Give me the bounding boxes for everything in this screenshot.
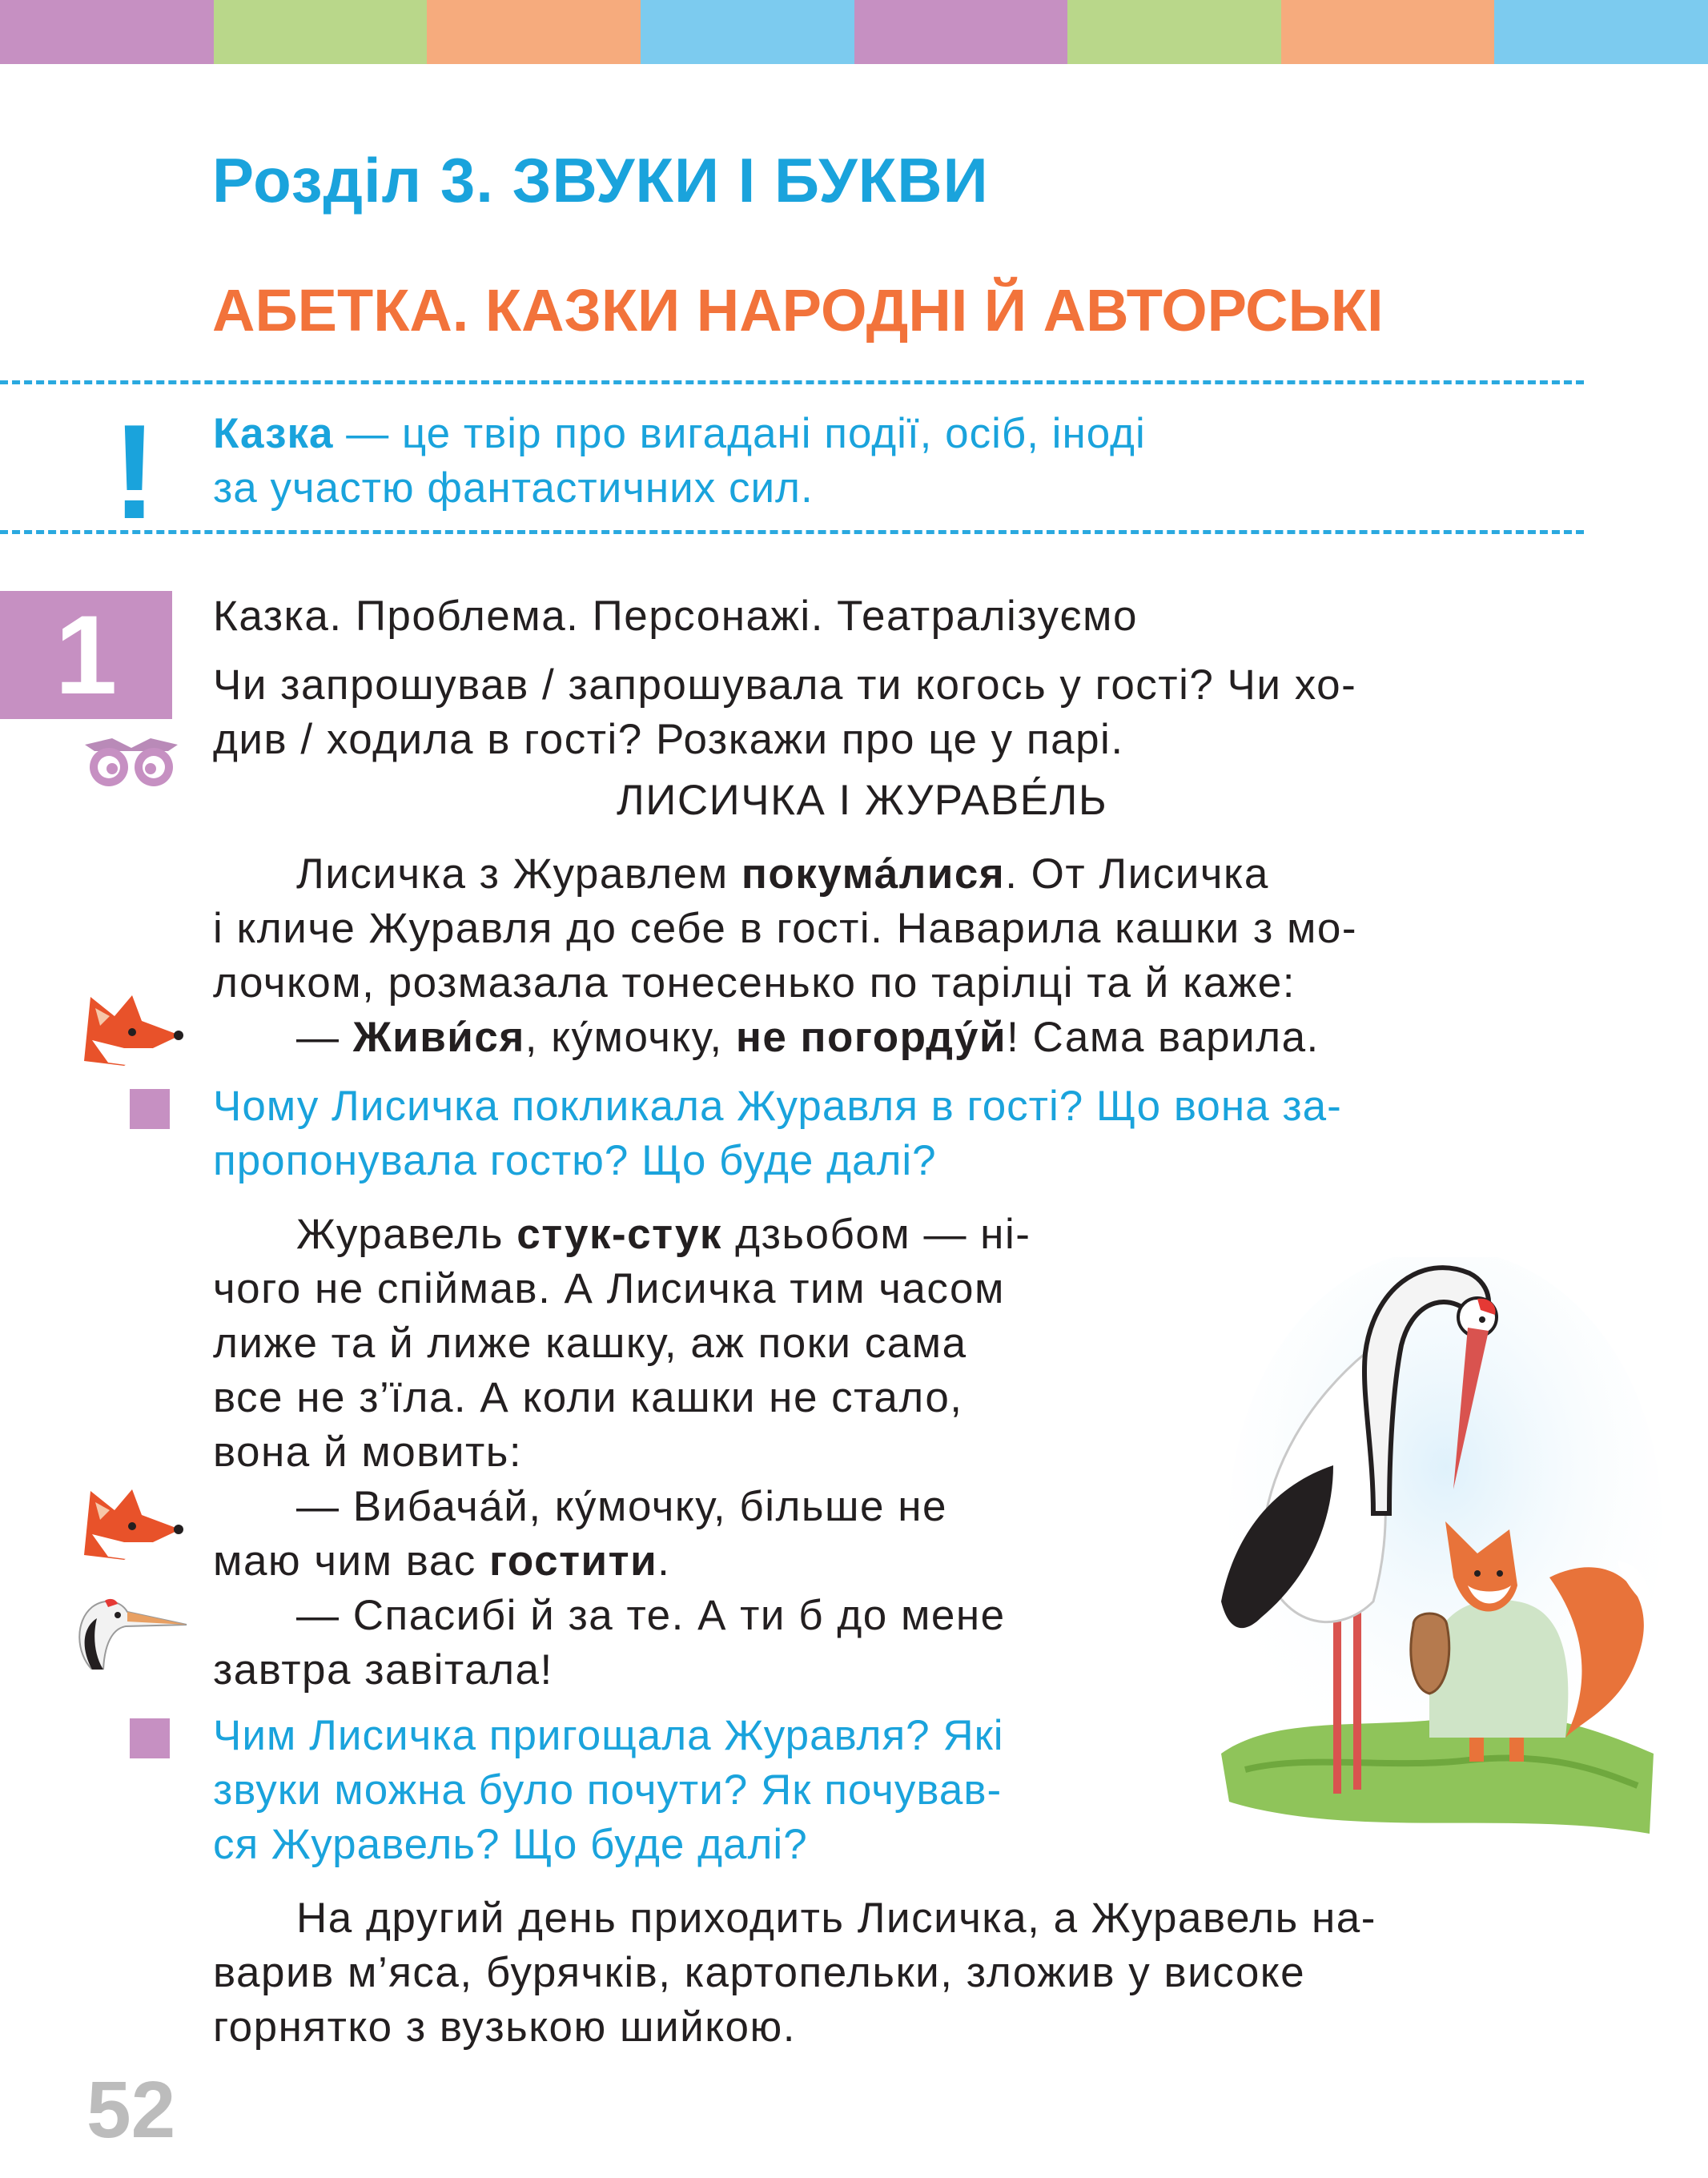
story-paragraph-2-line-5: вона й мовить: xyxy=(213,1429,523,1476)
question-1-line-1: Чому Лисичка покликала Журавля в гості? Що вона за- xyxy=(213,1083,1342,1130)
text-span: — xyxy=(296,1014,353,1061)
story-paragraph-2-line-4: все не з’їла. А коли кашки не стало, xyxy=(213,1374,963,1421)
bold-word: покума́лися xyxy=(741,850,1006,898)
top-color-stripe xyxy=(0,0,1708,64)
story-paragraph-2-line-3: лиже та й лиже кашку, аж поки сама xyxy=(213,1320,967,1367)
crane-and-fox-illustration xyxy=(1213,1257,1662,1866)
bold-word: стук-стук xyxy=(516,1211,722,1258)
question-2-line-3: ся Журавель? Що буде далі? xyxy=(213,1821,808,1868)
exclamation-icon: ! xyxy=(112,396,157,547)
definition-line-2: за участю фантастичних сил. xyxy=(213,464,814,512)
story-paragraph-1-line-2: і кличе Журавля до себе в гості. Наварила кашки з мо- xyxy=(213,905,1358,952)
story-dialogue-2-line-1: — Вибача́й, ку́мочку, більше не xyxy=(296,1483,947,1530)
text-span: Лисичка з Журавлем xyxy=(296,850,741,898)
definition-line-1: — це твір про вигадані події, осіб, іноді xyxy=(333,410,1146,457)
question-square-icon xyxy=(130,1718,170,1758)
dashed-divider-top xyxy=(0,380,1584,384)
bold-word: гостити xyxy=(489,1537,658,1585)
section-title: Розділ 3. ЗВУКИ І БУКВИ xyxy=(212,145,989,215)
story-paragraph-1-line-3: лочком, розмазала тонесенько по тарілці та й каже: xyxy=(213,959,1296,1007)
story-dialogue-1 xyxy=(296,1011,1320,1065)
stripe-segment xyxy=(0,0,214,64)
stripe-segment xyxy=(214,0,428,64)
lesson-intro-line-2: див / ходила в гості? Розкажи про це у парі. xyxy=(213,716,1124,763)
fox-head-icon xyxy=(76,989,188,1069)
crane-head-icon xyxy=(68,1589,188,1670)
text-span: ! Сама варила. xyxy=(1007,1014,1320,1061)
bold-word: не погорду́й xyxy=(735,1014,1007,1061)
text-span: маю чим вас xyxy=(213,1537,490,1585)
dashed-divider-bottom xyxy=(0,530,1584,534)
question-2-line-2: звуки можна було почути? Як почував- xyxy=(213,1766,1003,1814)
text-span: , ку́мочку, xyxy=(524,1014,736,1061)
story-paragraph-3-line-2: варив м’яса, бурячків, картопельки, зложив у високе xyxy=(213,1949,1306,1996)
story-paragraph-2-line-1 xyxy=(296,1208,1031,1262)
story-dialogue-2-line-2 xyxy=(213,1534,670,1589)
bold-word: Живи́ся xyxy=(352,1014,525,1061)
story-dialogue-3-line-2: завтра завітала! xyxy=(213,1646,553,1694)
question-2-line-1: Чим Лисичка пригощала Журавля? Які xyxy=(213,1712,1004,1759)
story-title: ЛИСИЧКА І ЖУРАВЕ́ЛЬ xyxy=(617,777,1108,824)
question-1-line-2: пропонувала гостю? Що буде далі? xyxy=(213,1137,937,1184)
text-span: дзьобом — ні- xyxy=(721,1211,1031,1258)
text-span: . От Лисичка xyxy=(1005,850,1269,898)
text-span: Журавель xyxy=(296,1211,517,1258)
story-paragraph-3-line-3: горнятко з вузькою шийкою. xyxy=(213,2003,796,2051)
stripe-segment xyxy=(854,0,1068,64)
fox-head-icon xyxy=(76,1483,188,1563)
stripe-segment xyxy=(427,0,641,64)
story-paragraph-3-line-1: На другий день приходить Лисичка, а Журавель на- xyxy=(296,1895,1376,1942)
story-paragraph-1-line-1 xyxy=(296,847,1269,902)
stripe-segment xyxy=(641,0,854,64)
owl-eyes-icon xyxy=(80,737,183,788)
lesson-heading: Казка. Проблема. Персонажі. Театралізуємо xyxy=(213,593,1138,640)
topic-title: АБЕТКА. КАЗКИ НАРОДНІ Й АВТОРСЬКІ xyxy=(212,277,1384,344)
story-dialogue-3-line-1: — Спасибі й за те. А ти б до мене xyxy=(296,1592,1006,1639)
stripe-segment xyxy=(1494,0,1708,64)
stripe-segment xyxy=(1067,0,1281,64)
definition-text xyxy=(213,407,1574,516)
definition-term: Казка xyxy=(213,410,334,457)
question-square-icon xyxy=(130,1089,170,1129)
stripe-segment xyxy=(1281,0,1495,64)
story-paragraph-2-line-2: чого не спіймав. А Лисичка тим часом xyxy=(213,1265,1005,1312)
lesson-intro-line-1: Чи запрошував / запрошувала ти когось у гості? Чи хо- xyxy=(213,661,1357,709)
page-number: 52 xyxy=(86,2065,176,2155)
lesson-number: 1 xyxy=(54,592,118,717)
text-span: . xyxy=(657,1537,671,1585)
